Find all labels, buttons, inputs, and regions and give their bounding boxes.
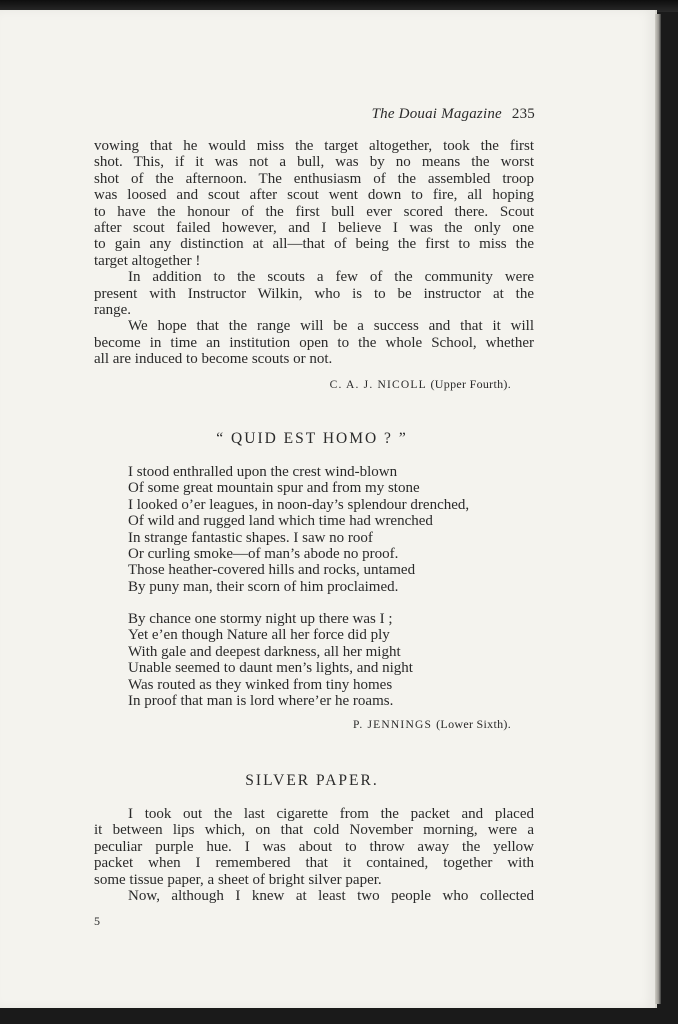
poem-line: Of wild and rugged land which time had wrenched	[128, 513, 433, 530]
text-line: was loosed and scout after scout went down to fire, all hoping	[94, 187, 534, 204]
text-line: after scout failed however, and I believe I was the only one	[94, 220, 534, 237]
text-line: range.	[94, 302, 132, 319]
text-line: some tissue paper, a sheet of bright silver paper.	[94, 871, 382, 888]
poem-line: Was routed as they winked from tiny homes	[128, 676, 393, 693]
text-line: shot of the afternoon. The enthusiasm of the assembled troop	[94, 170, 534, 187]
poem-line: I looked o’er leagues, in noon-day’s splendour drenched,	[128, 496, 470, 513]
poem-line: In proof that man is lord where’er he roams.	[128, 693, 394, 710]
author-form: (Upper Fourth).	[430, 377, 511, 391]
text-line: present with Instructor Wilkin, who is to be instructor at the	[94, 285, 534, 302]
poem-line: Yet e’en though Nature all her force did ply	[128, 627, 390, 644]
poem-stanza-2	[128, 611, 548, 709]
poem-line: With gale and deepest darkness, all her might	[128, 643, 401, 660]
text-line: I took out the last cigarette from the packet and placed	[128, 806, 534, 822]
book-page	[0, 10, 657, 1008]
poem-line: By puny man, their scorn of him proclaimed.	[128, 578, 399, 595]
author-name: C. A. J. NICOLL	[329, 379, 427, 391]
article-signature	[330, 377, 511, 392]
poem-stanza-1	[128, 464, 548, 595]
author-name: P. JENNINGS	[353, 719, 433, 731]
text-line: shot. This, if it was not a bull, was by no means the worst	[94, 154, 534, 171]
text-line: to have the honour of the first bull ever scored there. Scout	[94, 203, 534, 220]
poem-title: “ QUID EST HOMO ? ”	[216, 430, 408, 447]
poem-line: In strange fantastic shapes. I saw no roof	[128, 529, 373, 546]
text-line: to gain any distinction at all—that of being the first to miss the	[94, 236, 534, 253]
running-head	[372, 106, 535, 123]
text-line: packet when I remembered that it contained, together with	[94, 855, 534, 872]
article-body	[94, 806, 534, 904]
text-line: become in time an institution open to the whole School, whether	[94, 334, 534, 351]
text-line: it between lips which, on that cold November morning, were a	[94, 822, 534, 839]
text-line: all are induced to become scouts or not.	[94, 351, 333, 368]
poem-line: Or curling smoke—of man’s abode no proof.	[128, 546, 399, 563]
poem-line: Unable seemed to daunt men’s lights, and night	[128, 660, 413, 677]
text-line: target altogether !	[94, 252, 201, 269]
text-line: We hope that the range will be a success and that it will	[128, 318, 534, 335]
text-line: Now, although I knew at least two people who collected	[128, 888, 534, 905]
poem-signature	[353, 717, 511, 732]
article-continuation	[94, 138, 534, 368]
page-edge	[655, 14, 661, 1004]
magazine-title: The Douai Magazine	[371, 106, 502, 122]
author-form: (Lower Sixth).	[436, 717, 511, 731]
poem-line: Of some great mountain spur and from my stone	[128, 480, 420, 497]
page-number: 235	[511, 106, 535, 122]
article-title: SILVER PAPER.	[245, 772, 379, 789]
signature-mark: 5	[94, 914, 100, 928]
text-line: In addition to the scouts a few of the community were	[128, 269, 534, 286]
poem-line: By chance one stormy night up there was I ;	[128, 611, 393, 627]
poem-line: I stood enthralled upon the crest wind-blown	[128, 464, 398, 480]
text-line: vowing that he would miss the target altogether, took the first	[94, 138, 534, 154]
text-line: peculiar purple hue. I was about to throw away the yellow	[94, 838, 534, 855]
poem-line: Those heather-covered hills and rocks, untamed	[128, 562, 416, 579]
